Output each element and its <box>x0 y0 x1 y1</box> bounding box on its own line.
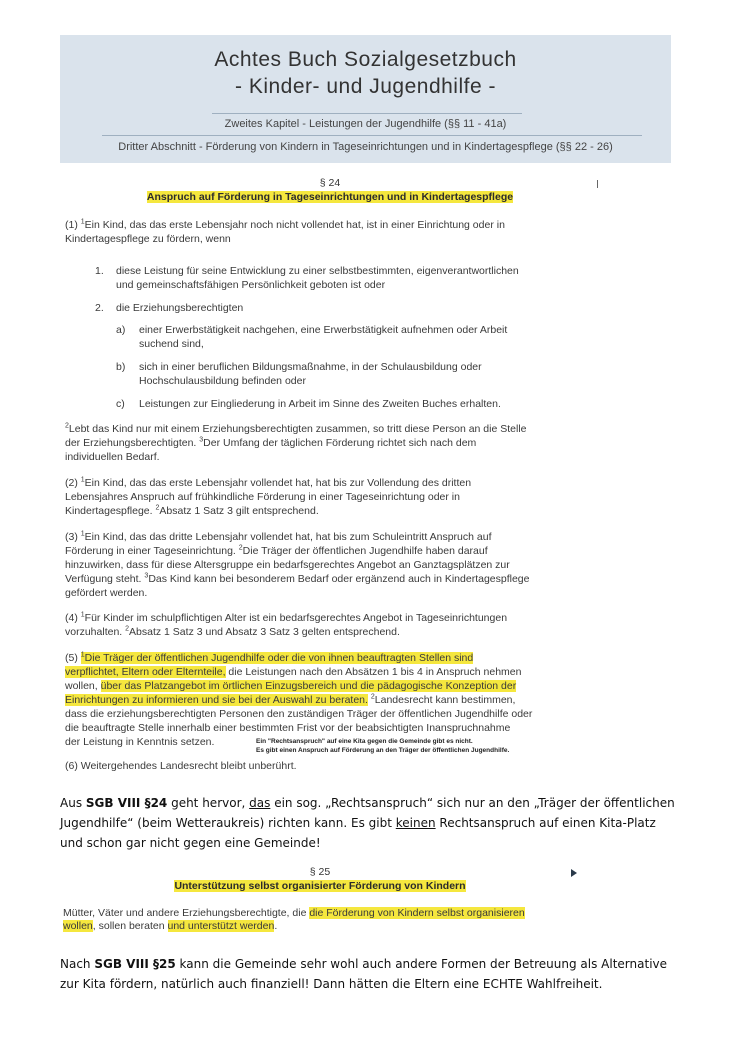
item-b-line1: sich in einer beruflichen Bildungsmaßnahme, in der Schulausbildung oder <box>139 361 482 373</box>
play-arrow-icon[interactable] <box>571 869 577 877</box>
abs3-line4: Verfügung steht. $^3$Das Kind kann bei besonderem Bedarf oder ergänzend auch in Kindertagespflege <box>65 572 530 585</box>
abs5-line2: verpflichtet, Eltern oder Elternteile, die Leistungen nach den Absätzen 1 bis 4 in Anspruch nehmen <box>65 666 522 678</box>
annotation-line2: Es gibt einen Anspruch auf Förderung an den Träger der öffentlichen Jugendhilfe. <box>256 747 510 754</box>
p25-line1: Mütter, Väter und andere Erziehungsberechtigte, die die Förderung von Kindern selbst organisieren <box>63 907 525 919</box>
annotation-line1: Ein "Rechtsanspruch" auf eine Kita gegen die Gemeinde gibt es nicht. <box>256 738 473 745</box>
paragraph-25-number: § 25 <box>309 866 331 878</box>
chapter-link[interactable]: Zweites Kapitel - Leistungen der Jugendhilfe (§§ 11 - 41a) <box>224 118 507 130</box>
comment2-line1: Nach SGB VIII §25 kann die Gemeinde sehr wohl auch andere Formen der Betreuung als Alternative <box>60 957 668 971</box>
item-a-line1: einer Erwerbstätigkeit nachgehen, eine Erwerbstätigkeit aufnehmen oder Arbeit <box>139 324 508 336</box>
abs1-line1: (1) $^1$Ein Kind, das das erste Lebensjahr noch nicht vollendet hat, ist in einer Einrichtung oder in <box>65 218 505 231</box>
item1-line1: diese Leistung für seine Entwicklung zu einer selbstbestimmten, eigenverantwortlichen <box>116 265 519 277</box>
paragraph-25-title: Unterstützung selbst organisierter Förderung von Kindern <box>174 880 466 892</box>
comment1-line3: und schon gar nicht gegen eine Gemeinde! <box>60 836 321 850</box>
abs1-s2-line3: individuellen Bedarf. <box>65 451 160 463</box>
abs3-line2: Förderung in einer Tageseinrichtung. $^2$Die Träger der öffentlichen Jugendhilfe haben darauf <box>65 544 488 557</box>
item-a-line2: suchend sind, <box>139 338 204 350</box>
abs3-line5: gefördert werden. <box>65 587 148 599</box>
p25-line2: wollen, sollen beraten und unterstützt werden. <box>63 920 278 932</box>
abs2-line3: Kindertagespflege. $^2$Absatz 1 Satz 3 gilt entsprechend. <box>65 504 319 517</box>
abs5-line1: (5) $^1$Die Träger der öffentlichen Jugendhilfe oder die von ihnen beauftragten Stellen sind <box>65 651 474 664</box>
abs2-line2: Lebensjahres Anspruch auf frühkindliche Förderung in einer Tageseinrichtung oder in <box>65 491 460 503</box>
abs1-s2-line1: $^2$Lebt das Kind nur mit einem Erziehungsberechtigten zusammen, so tritt diese Person an die Stelle <box>65 422 527 435</box>
abs2-line1: (2) $^1$Ein Kind, das das erste Lebensjahr vollendet hat, hat bis zur Vollendung des dritten <box>65 476 472 489</box>
abs6-line: (6) Weitergehendes Landesrecht bleibt unberührt. <box>65 760 297 772</box>
abs3-line3: hinzuwirken, dass für diese Altersgruppe ein bedarfsgerechtes Angebot an Ganztagsplätzen zur <box>65 559 510 571</box>
item2-number: 2. <box>95 302 104 314</box>
abs1-s2-line2: der Erziehungsberechtigten. $^3$Der Umfang der täglichen Förderung richtet sich nach dem <box>65 436 477 449</box>
item2-line1: die Erziehungsberechtigten <box>116 302 244 314</box>
section-link[interactable]: Dritter Abschnitt - Förderung von Kindern in Tageseinrichtungen und in Kindertagespflege (§§ 22 - 26) <box>118 141 613 153</box>
comment2-line2: zur Kita fördern, natürlich auch finanziell! Dann hätten die Eltern eine ECHTE Wahlfreiheit. <box>60 977 603 991</box>
item-b-label: b) <box>116 361 126 373</box>
text-cursor <box>597 180 598 188</box>
item1-number: 1. <box>95 265 104 277</box>
abs4-line1: (4) $^1$Für Kinder im schulpflichtigen Alter ist ein bedarfsgerechtes Angebot in Tageseinrichtungen <box>65 611 508 624</box>
banner-divider-bottom <box>102 135 642 136</box>
item-a-label: a) <box>116 324 126 336</box>
book-title-line2: - Kinder- und Jugendhilfe - <box>235 75 496 98</box>
comment1-line1: Aus SGB VIII §24 geht hervor, das ein sog. „Rechtsanspruch“ sich nur an den „Träger der öffentlichen <box>60 796 675 810</box>
comment1-line2: Jugendhilfe“ (beim Wetteraukreis) richten kann. Es gibt keinen Rechtsanspruch auf einen Kita-Platz <box>60 816 656 830</box>
book-title-line1: Achtes Buch Sozialgesetzbuch <box>214 48 517 71</box>
abs3-line1: (3) $^1$Ein Kind, das das dritte Lebensjahr vollendet hat, hat bis zum Schuleintritt Anspruch auf <box>65 530 492 543</box>
abs4-line2: vorzuhalten. $^2$Absatz 1 Satz 3 und Absatz 3 Satz 3 gelten entsprechend. <box>65 625 400 638</box>
abs5-line5: dass die erziehungsberechtigten Personen den zuständigen Träger der öffentlichen Jugendhilfe oder <box>65 708 533 720</box>
item1-line2: und gemeinschaftsfähigen Persönlichkeit geboten ist oder <box>116 279 386 291</box>
item-c-line1: Leistungen zur Eingliederung in Arbeit im Sinne des Zweiten Buches erhalten. <box>139 398 501 410</box>
header-banner <box>60 35 671 163</box>
paragraph-24-number: § 24 <box>319 177 341 189</box>
item-c-label: c) <box>116 398 125 410</box>
abs5-line6: die beauftragte Stelle innerhalb einer bestimmten Frist vor der beabsichtigten Inanspruchnahme <box>65 722 511 734</box>
abs5-line3: wollen, über das Platzangebot im örtlichen Einzugsbereich und die pädagogische Konzeption der <box>65 680 517 692</box>
banner-divider-top <box>212 113 522 114</box>
abs1-line2: Kindertagespflege zu fördern, wenn <box>65 233 231 245</box>
item-b-line2: Hochschulausbildung befinden oder <box>139 375 306 387</box>
abs5-line4: Einrichtungen zu informieren und sie bei der Auswahl zu beraten. $^2$Landesrecht kann bestimmen, <box>65 693 516 706</box>
abs5-line7: der Leistung in Kenntnis setzen. <box>65 736 215 748</box>
paragraph-24-title: Anspruch auf Förderung in Tageseinrichtungen und in Kindertagespflege <box>146 191 514 203</box>
